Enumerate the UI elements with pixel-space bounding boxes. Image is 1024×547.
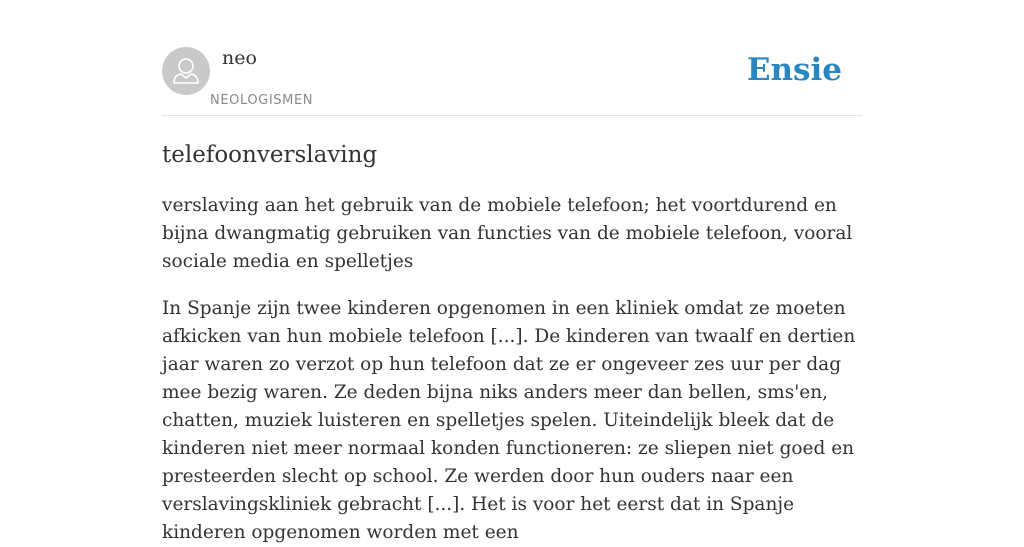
entry-example: In Spanje zijn twee kinderen opgenomen in een kliniek omdat ze moeten afkicken van hun mobiele telefoon [...]. De kinderen van twaalf en dertien jaar waren zo verzot op hun telefoon dat ze er ongeveer zes uur per dag mee bezig waren. Ze deden bijna niks anders meer dan bellen, sms'en, chatten, muziek luisteren en spelletjes spelen. Uiteindelijk bleek dat de kinderen niet meer normaal konden functioneren: ze sliepen niet goed en presteerden slecht op school. Ze werden door hun ouders naar een verslavingskliniek gebracht [...]. Het is voor het eerst dat in Spanje kinderen opgenomen worden met een (162, 298, 856, 543)
category-label[interactable]: NEOLOGISMEN (210, 93, 314, 108)
entry-definition: verslaving aan het gebruik van de mobiele telefoon; het voortdurend en bijna dwangmatig gebruiken van functies van de mobiele telefoon, vooral sociale media en spelletjes (162, 195, 853, 272)
page-content (162, 0, 862, 543)
user-silhouette-icon (162, 47, 210, 95)
avatar[interactable] (162, 47, 210, 95)
header (162, 0, 862, 116)
ensie-logo[interactable]: Ensie (746, 52, 842, 88)
author-name[interactable]: neo (222, 47, 257, 69)
entry-title: telefoonverslaving (162, 142, 378, 168)
